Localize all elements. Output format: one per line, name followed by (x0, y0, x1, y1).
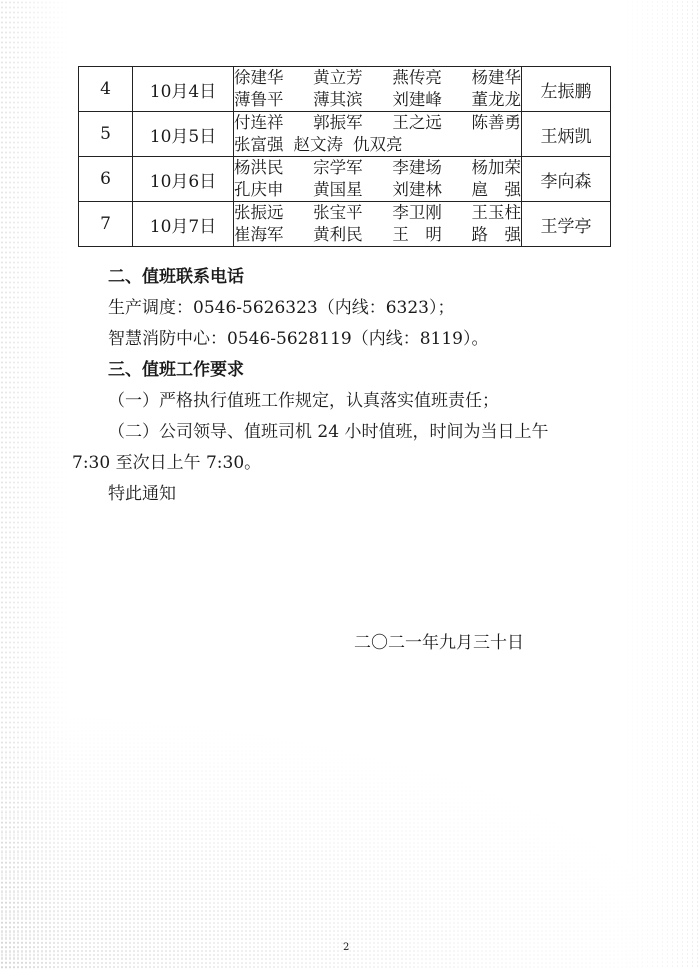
staff-line (234, 89, 521, 111)
staff-name: 黄国星 (313, 180, 363, 199)
staff-name: 崔海军 (234, 225, 284, 244)
duty-leader: 李向森 (522, 157, 611, 202)
duty-date: 10月5日 (133, 112, 234, 157)
staff-line (234, 67, 521, 89)
staff-name: 王之远 (392, 113, 442, 132)
table-row (79, 157, 611, 202)
staff-name: 杨加荣 (471, 158, 521, 177)
staff-name: 张宝平 (313, 203, 363, 222)
staff-name: 张振远 (234, 203, 284, 222)
staff-name: 董龙龙 (471, 90, 521, 109)
duty-leader: 左振鹏 (522, 67, 611, 112)
staff-name: 杨建华 (471, 68, 521, 87)
staff-name: 郭振军 (313, 113, 363, 132)
staff-name: 黄立芳 (313, 68, 363, 87)
staff-name: 陈善勇 (471, 113, 521, 132)
staff-name: 李建场 (392, 158, 442, 177)
staff-line (234, 157, 521, 179)
staff-line (234, 179, 521, 201)
staff-name: 徐建华 (234, 68, 284, 87)
notice-text: 特此通知 (108, 484, 176, 504)
duty-date: 10月7日 (133, 202, 234, 247)
staff-name: 王玉柱 (471, 203, 521, 222)
row-number: 7 (79, 202, 133, 247)
staff-name: 刘建林 (392, 180, 442, 199)
duty-schedule-table (78, 66, 611, 247)
duty-staff (234, 112, 522, 157)
table-row (79, 112, 611, 157)
duty-staff (234, 67, 522, 112)
duty-date: 10月6日 (133, 157, 234, 202)
duty-leader: 王学亭 (522, 202, 611, 247)
staff-line (234, 134, 521, 156)
scan-noise-bottom (0, 709, 700, 969)
staff-name: 薄其滨 (313, 90, 363, 109)
row-number: 6 (79, 157, 133, 202)
staff-name: 李卫刚 (392, 203, 442, 222)
requirement-1: （一）严格执行值班工作规定，认真落实值班责任； (108, 391, 499, 411)
staff-name: 黄利民 (313, 225, 363, 244)
staff-line (234, 224, 521, 246)
contact-dispatch: 生产调度：0546-5626323（内线：6323）； (108, 298, 455, 318)
row-number: 4 (79, 67, 133, 112)
table-row (79, 202, 611, 247)
section2-heading: 二、值班联系电话 (108, 267, 244, 287)
row-number: 5 (79, 112, 133, 157)
staff-name: 付连祥 (234, 113, 284, 132)
duty-leader: 王炳凯 (522, 112, 611, 157)
staff-line (234, 112, 521, 134)
section3-heading: 三、值班工作要求 (108, 360, 244, 380)
document-date: 二〇二一年九月三十日 (354, 633, 524, 653)
table-row (79, 67, 611, 112)
page-number: 2 (343, 942, 350, 953)
requirement-2-line2: 7:30 至次日上午 7:30。 (72, 453, 262, 473)
staff-name: 孔庆申 (234, 180, 284, 199)
staff-name: 薄鲁平 (234, 90, 284, 109)
duty-date: 10月4日 (133, 67, 234, 112)
staff-name: 宗学军 (313, 158, 363, 177)
duty-staff (234, 157, 522, 202)
staff-name: 刘建峰 (392, 90, 442, 109)
staff-name: 赵文涛 (293, 135, 343, 154)
staff-line (234, 202, 521, 224)
duty-staff (234, 202, 522, 247)
staff-name: 仇双亮 (353, 135, 403, 154)
staff-name: 王 明 (392, 225, 442, 244)
requirement-2-line1: （二）公司领导、值班司机 24 小时值班，时间为当日上午 (108, 422, 549, 442)
staff-name: 扈 强 (471, 180, 521, 199)
staff-name: 张富强 (234, 135, 284, 154)
staff-name: 路 强 (471, 225, 521, 244)
contact-fire-center: 智慧消防中心：0546-5628119（内线：8119）。 (108, 329, 489, 349)
staff-name: 杨洪民 (234, 158, 284, 177)
staff-name: 燕传亮 (392, 68, 442, 87)
